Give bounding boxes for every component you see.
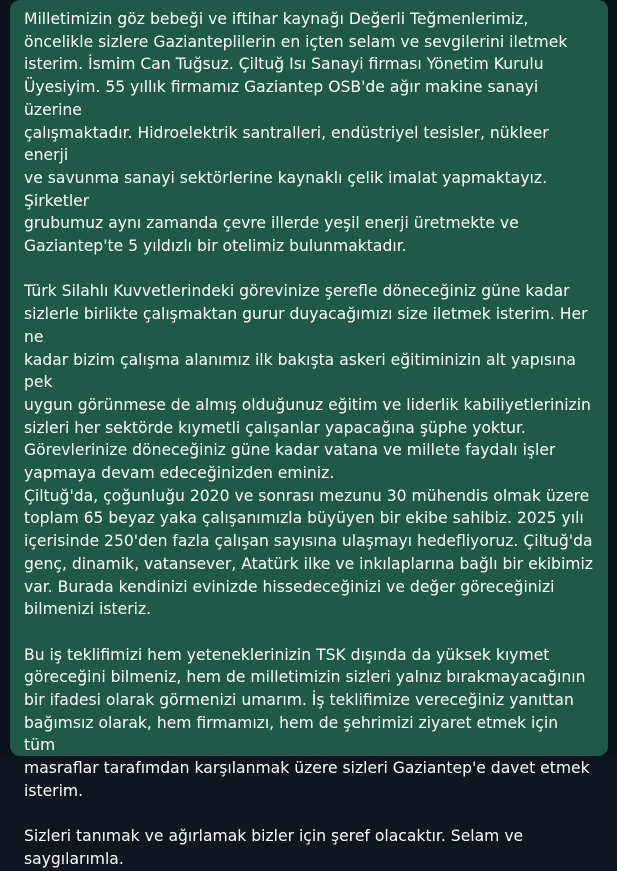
paragraph-spacer <box>24 621 594 644</box>
message-paragraph-3: Bu iş teklifimizi hem yeteneklerinizin TSK dışında da yüksek kıymet göreceğini bilmeniz, hem de milletimizin sizleri yalnız bırakmayacağının bir ifadesi olarak görmenizi umarım. İş teklifimize vereceğiniz yanıttan bağımsız olarak, hem firmamızı, hem de şehrimizi ziyaret etmek için tüm masraflar tarafımdan karşılanmak üzere sizleri Gaziantep'e davet etmek isterim. <box>24 645 590 800</box>
message-paragraph-1: Milletimizin göz bebeği ve iftihar kaynağı Değerli Teğmenlerimiz, öncelikle sizlere Gazianteplilerin en içten selam ve sevgilerini iletmek isterim. İsmim Can Tuğsuz. Çiltuğ Isı Sanayi firması Yönetim Kurulu Üyesiyim. 55 yıllık firmamız Gaziantep OSB'de ağır makine sanayi üzerine çalışmaktadır. Hidroelektrik santralleri, endüstriyel tesisler, nükleer enerji ve savunma sanayi sektörlerine kaynaklı çelik imalat yapmaktayız. Şirketler grubumuz aynı zamanda çevre illerde yeşil enerji üretmekte ve Gaziantep'te 5 yıldızlı bir otelimiz bulunmaktadır. <box>24 10 568 256</box>
message-bubble[interactable] <box>10 0 608 868</box>
paragraph-spacer <box>24 803 594 826</box>
message-paragraph-2: Türk Silahlı Kuvvetlerindeki görevinize şerefle döneceğiniz güne kadar sizlerle birlikte çalışmaktan gurur duyacağımızı size iletmek isterim. Her ne kadar bizim çalışma alanımız ilk bakışta askeri eğitiminizin alt yapısına pek uygun görünmese de almış olduğunuz eğitim ve liderlik kabiliyetlerinizin sizleri her sektörde kıymetli çalışanlar yapacağına şüphe yoktur. Görevlerinize döneceğiniz güne kadar vatana ve millete faydalı işler yapmaya devam edeceğinizden eminiz. Çiltuğ'da, çoğunluğu 2020 ve sonrası mezunu 30 mühendis olmak üzere toplam 65 beyaz yaka çalışanımızla büyüyen bir ekibe sahibiz. 2025 yılı içerisinde 250'den fazla çalışan sayısına ulaşmayı hedefliyoruz. Çiltuğ'da genç, dinamik, vatansever, Atatürk ilke ve inkılaplarına bağlı bir ekibimiz var. Burada kendinizi evinizde hissedeceğinizi ve değer göreceğinizi bilmenizi isteriz. <box>24 282 593 619</box>
message-paragraph-4: Sizleri tanımak ve ağırlamak bizler için şeref olacaktır. Selam ve saygılarımla. <box>24 827 524 868</box>
paragraph-spacer <box>24 258 594 281</box>
